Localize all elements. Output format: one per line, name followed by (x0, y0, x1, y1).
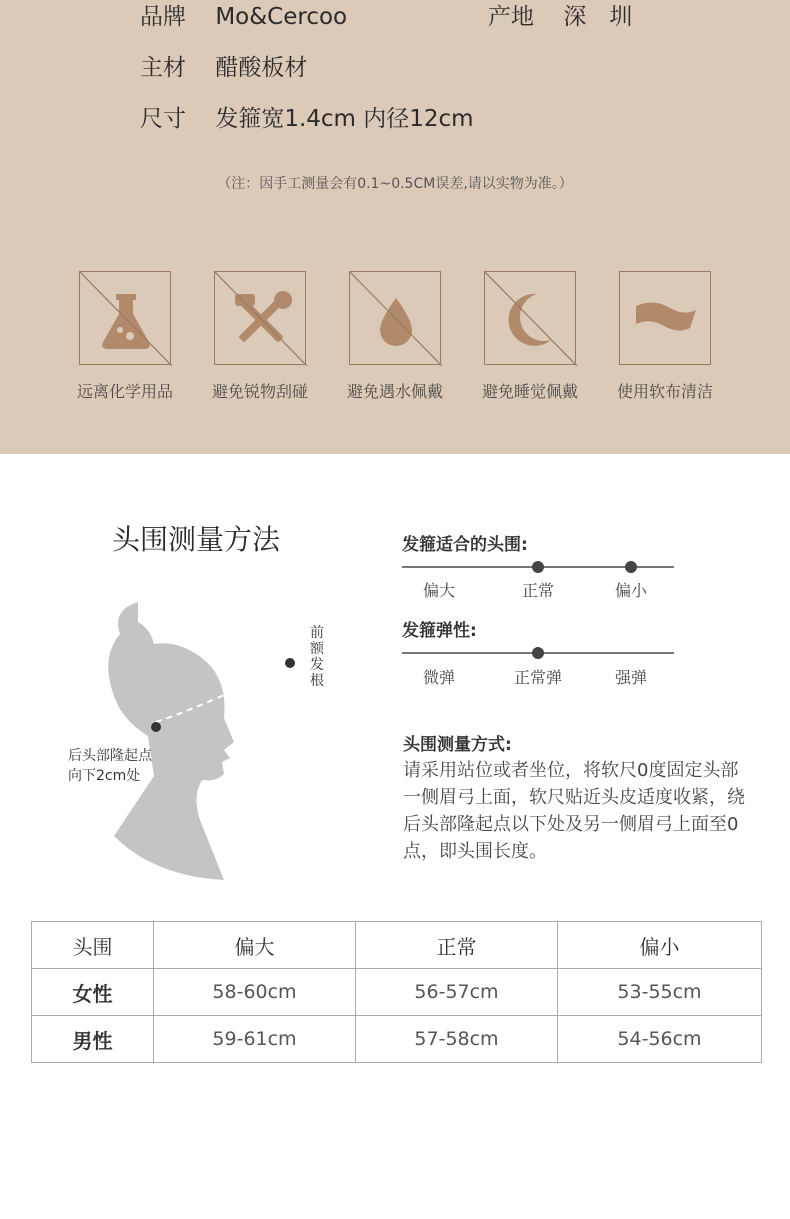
table-cell: 59-61cm (154, 1016, 356, 1063)
care-label: 使用软布清洁 (616, 382, 713, 401)
elastic-scale-title: 发箍弹性: (402, 621, 477, 641)
table-header-cell: 偏小 (558, 922, 762, 969)
care-item-water (345, 271, 445, 402)
fit-scale-title: 发箍适合的头围: (402, 535, 528, 555)
origin-label: 产地 (488, 4, 534, 30)
forehead-label: 前额发根 (310, 625, 324, 689)
measure-title: 头围测量方法 (112, 523, 281, 556)
table-cell: 53-55cm (558, 969, 762, 1016)
method-title: 头围测量方式: (403, 735, 512, 755)
table-header-cell: 偏大 (154, 922, 356, 969)
fit-scale-dot-normal (532, 561, 544, 573)
table-header-cell: 正常 (356, 922, 558, 969)
water-drop-icon (349, 271, 441, 365)
table-header-cell: 头围 (32, 922, 154, 969)
size-value: 发箍宽1.4cm 内径12cm (215, 106, 474, 132)
table-row-label: 男性 (32, 1016, 154, 1063)
moon-icon (484, 271, 576, 365)
method-text: 请采用站位或者坐位，将软尺0度固定头部一侧眉弓上面，软尺贴近头皮适度收紧，绕后头部隆起点以下处及另一侧眉弓上面至0点，即头围长度。 (403, 760, 745, 862)
table-row-label: 女性 (32, 969, 154, 1016)
material-label: 主材 (140, 55, 186, 81)
table-cell: 54-56cm (558, 1016, 762, 1063)
table-cell: 56-57cm (356, 969, 558, 1016)
care-label: 避免遇水佩戴 (346, 382, 443, 401)
brand-label: 品牌 (140, 4, 186, 30)
tools-icon (214, 271, 306, 365)
fit-scale-dot-small (625, 561, 637, 573)
size-row (140, 100, 474, 133)
care-item-chemicals (75, 271, 175, 402)
elastic-scale-dot-normal (532, 647, 544, 659)
table-cell: 58-60cm (154, 969, 356, 1016)
table-cell: 57-58cm (356, 1016, 558, 1063)
care-item-sharp (210, 271, 310, 402)
fit-label-normal: 正常 (521, 581, 554, 600)
table-row (32, 969, 762, 1016)
fit-label-small: 偏小 (614, 581, 647, 600)
cloth-icon (619, 271, 711, 365)
back-head-label-line2: 向下2cm处 (68, 768, 141, 784)
table-header-row (32, 922, 762, 969)
measurement-note: （注：因手工测量会有0.1~0.5CM误差,请以实物为准。） (217, 176, 573, 192)
flask-icon (79, 271, 171, 365)
care-item-cloth (615, 271, 715, 402)
table-row (32, 1016, 762, 1063)
head-silhouette-icon (60, 590, 300, 880)
back-head-label-line1: 后头部隆起点 (68, 748, 152, 764)
material-row (140, 49, 307, 82)
origin-row (488, 0, 632, 31)
care-label: 远离化学用品 (76, 382, 173, 401)
back-head-label (68, 746, 152, 786)
fit-label-large: 偏大 (422, 581, 455, 600)
brand-value: Mo&Cercoo (215, 4, 348, 30)
product-info-panel (0, 0, 790, 454)
origin-value: 深 圳 (563, 4, 633, 30)
material-value: 醋酸板材 (215, 55, 308, 81)
care-label: 避免锐物刮碰 (211, 382, 308, 401)
care-item-sleep (480, 271, 580, 402)
elastic-label-strong: 强弹 (614, 668, 647, 687)
size-table (31, 921, 762, 1063)
elastic-label-slight: 微弹 (422, 668, 455, 687)
brand-row (140, 0, 347, 31)
care-label: 避免睡觉佩戴 (481, 382, 578, 401)
size-label: 尺寸 (140, 106, 186, 132)
elastic-label-normal: 正常弹 (513, 668, 562, 687)
